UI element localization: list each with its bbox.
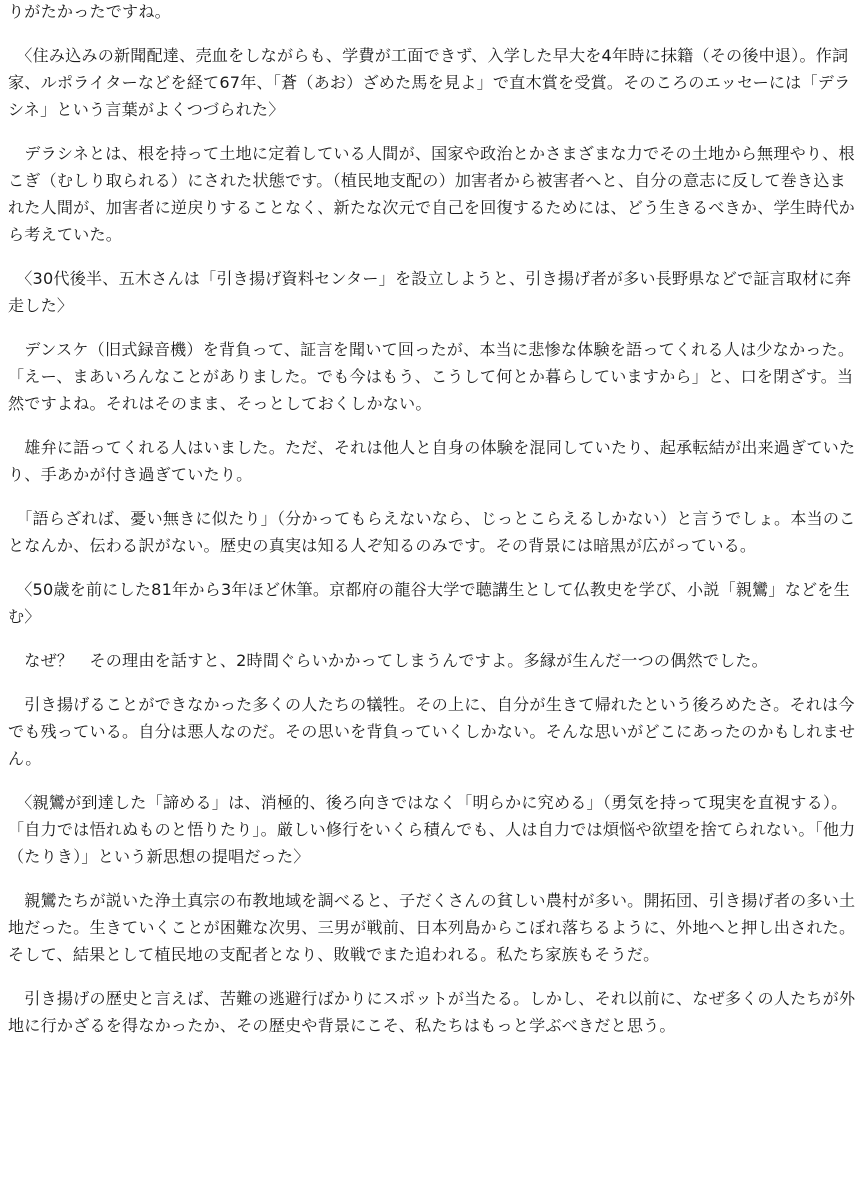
paragraph-resource-center-note: 〈30代後半、五木さんは「引き揚げ資料センター」を設立しようと、引き揚げ者が多い長野県などで証言取材に奔走した〉 — [8, 269, 852, 315]
paragraph-hiatus-note: 〈50歳を前にした81年から3年ほど休筆。京都府の龍谷大学で聴講生として仏教史を学び、小説「親鸞」などを生む〉 — [8, 580, 850, 626]
paragraph-deracine: デラシネとは、根を持って土地に定着している人間が、国家や政治とかさまざまな力でその土地から無理やり、根こぎ（むしり取られる）にされた状態です。（植民地支配の）加害者から被害者へと、自分の意志に反して巻き込まれた人間が、加害者に逆戻りすることなく、新たな次元で自己を回復するためには、どう生きるべきか、学生時代から考えていた。 — [8, 144, 855, 244]
paragraph-eloquent: 雄弁に語ってくれる人はいました。ただ、それは他人と自身の体験を混同していたり、起承転結が出来過ぎていたり、手あかが付き過ぎていたり。 — [8, 438, 856, 484]
paragraph-jodo-shinshu: 親鸞たちが説いた浄土真宗の布教地域を調べると、子だくさんの貧しい農村が多い。開拓団、引き揚げ者の多い土地だった。生きていくことが困難な次男、三男が戦前、日本列島からこぼれ落ちるように、外地へと押し出された。そして、結果として植民地の支配者となり、敗戦でまた追われる。私たち家族もそうだ。 — [8, 891, 856, 964]
paragraph-why: なぜ？ その理由を話すと、2時間ぐらいかかってしまうんですよ。多縁が生んだ一つの偶然でした。 — [8, 651, 768, 670]
paragraph-densuke: デンスケ（旧式録音機）を背負って、証言を聞いて回ったが、本当に悲惨な体験を語ってくれる人は少なかった。「えー、まあいろんなことがありました。でも今はもう、こうして何とか暮らしていますから」と、口を閉ざす。当然ですよね。それはそのまま、そっとしておくしかない。 — [8, 340, 855, 413]
paragraph-sacrifice: 引き揚げることができなかった多くの人たちの犠牲。その上に、自分が生きて帰れたという後ろめたさ。それは今でも残っている。自分は悪人なのだ。その思いを背負っていくしかない。そんな思いがどこにあったのかもしれません。 — [8, 695, 856, 768]
paragraph-proverb: 「語らざれば、憂い無きに似たり」（分かってもらえないなら、じっとこらえるしかない）と言うでしょ。本当のことなんか、伝わる訳がない。歴史の真実は知る人ぞ知るのみです。その背景には暗黒が広がっている。 — [8, 509, 856, 555]
paragraph-bio-note: 〈住み込みの新聞配達、売血をしながらも、学費が工面できず、入学した早大を4年時に抹籍（その後中退）。作詞家、ルポライターなどを経て67年、「蒼（あお）ざめた馬を見よ」で直木賞を受賞。そのころのエッセーには「デラシネ」という言葉がよくつづられた〉 — [8, 46, 851, 119]
paragraph-repatriation-history: 引き揚げの歴史と言えば、苦難の逃避行ばかりにスポットが当たる。しかし、それ以前に、なぜ多くの人たちが外地に行かざるを得なかったか、その歴史や背景にこそ、私たちはもっと学ぶべきだと思う。 — [8, 989, 856, 1035]
paragraph-shinran-note: 〈親鸞が到達した「諦める」は、消極的、後ろ向きではなく「明らかに究める」（勇気を持って現実を直視する）。「自力では悟れぬものと悟りたり」。厳しい修行をいくら積んでも、人は自力では煩悩や欲望を捨てられない。「他力（たりき）」という新思想の提唱だった〉 — [8, 793, 856, 866]
paragraph-continuation: りがたかったですね。 — [8, 2, 171, 21]
